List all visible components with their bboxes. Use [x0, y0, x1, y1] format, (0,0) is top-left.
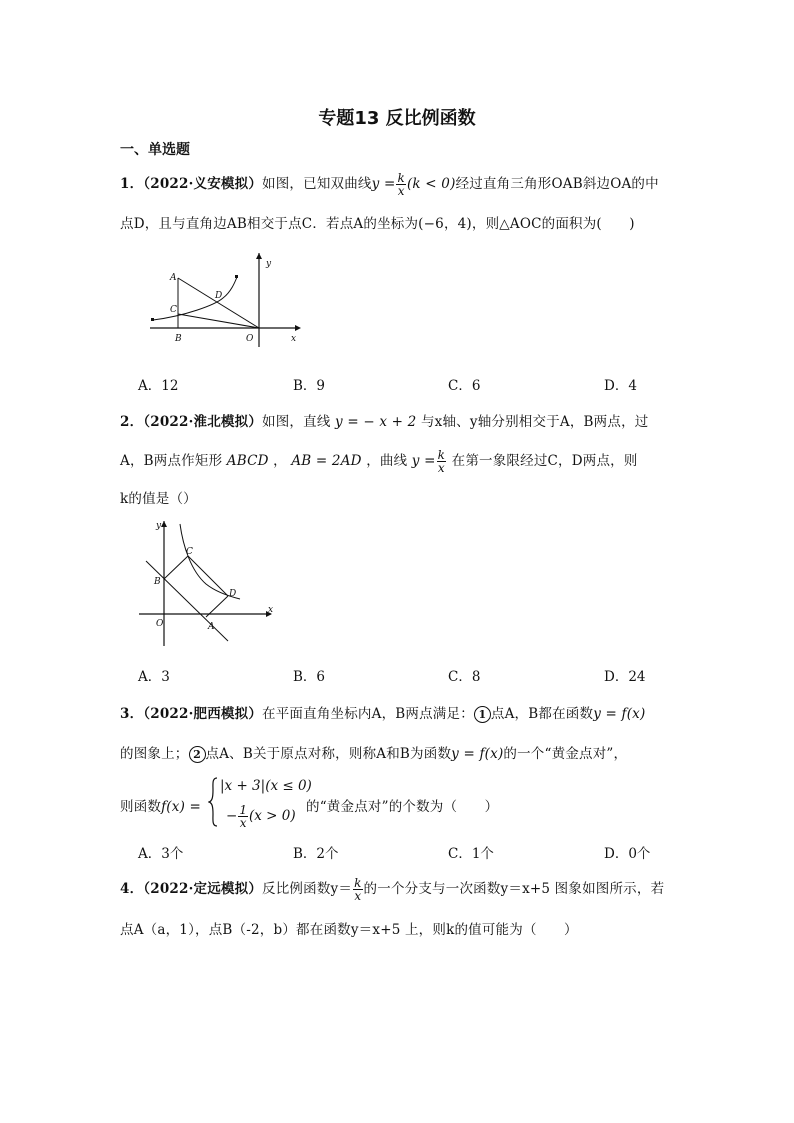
q3-case-2-cond: (x > 0)	[248, 808, 296, 824]
q2-figure	[136, 516, 281, 651]
q1-label-y: y	[266, 259, 272, 269]
q3-option-a[interactable]: A．3个	[138, 846, 184, 862]
q2-line-2	[120, 449, 638, 474]
q2-option-a[interactable]: A．3	[138, 669, 170, 685]
q2-text-2a: A，B两点作矩形	[120, 453, 223, 469]
q4-source: （2022·定远模拟）	[143, 881, 263, 897]
q1-label-a: A	[170, 273, 177, 283]
page-title: 专题13 反比例函数	[318, 108, 476, 129]
q1-hyperbola	[153, 277, 237, 320]
q2-text-2c: 在第一象限经过C，D两点，则	[451, 453, 638, 469]
q2-separator: ，	[273, 453, 287, 469]
q2-option-d[interactable]: D．24	[604, 669, 646, 685]
q3-circled-two: 2	[189, 746, 206, 763]
q1-label-b: B	[175, 334, 182, 344]
q2-number: 2．	[120, 414, 144, 430]
q3-line-1	[120, 702, 645, 723]
q1-label-o: O	[246, 334, 254, 344]
q1-label-x: x	[291, 334, 297, 344]
q1-y-arrow	[256, 253, 262, 259]
q3-text-3a: 则函数	[120, 799, 162, 815]
q2-source: （2022·淮北模拟）	[143, 414, 263, 430]
q1-figure	[145, 250, 305, 350]
q1-x-arrow	[295, 325, 301, 331]
q2-option-c[interactable]: C．8	[448, 669, 481, 685]
q1-formula-lhs: y =	[371, 176, 396, 192]
q1-option-b[interactable]: B．9	[293, 378, 326, 394]
q2-label-d: D	[229, 589, 237, 599]
q1-condition: (k < 0)	[406, 176, 456, 192]
q3-text-1a: 在平面直角坐标内A，B两点满足：	[262, 706, 474, 722]
q2-condition: AB = 2AD	[291, 453, 362, 469]
q3-text-2b: 点A、B关于原点对称，则称A和B为函数	[205, 746, 452, 762]
q1-text-1a: 如图，已知双曲线	[262, 176, 372, 192]
q1-label-d: D	[215, 291, 223, 301]
q3-text-2c: 的一个“黄金点对”，	[503, 746, 628, 762]
q2-fraction: $\frac{k}{x}$	[437, 448, 446, 475]
q2-rect-name: ABCD	[226, 453, 269, 469]
q4-number: 4．	[120, 881, 144, 897]
q3-number: 3．	[120, 706, 144, 722]
q3-circled-one: 1	[474, 706, 491, 723]
q2-curve-lhs: y =	[411, 453, 436, 469]
q4-text-1b: 的一个分支与一次函数y＝x+5 图象如图所示，若	[363, 881, 665, 897]
q2-side-bc	[164, 556, 188, 579]
q3-text-2a: 的图象上；	[120, 746, 189, 762]
q3-function-3: f(x) =	[161, 799, 202, 815]
q1-number: 1．	[120, 176, 144, 192]
q1-option-c[interactable]: C．6	[448, 378, 481, 394]
q2-text-1a: 如图，直线	[262, 414, 331, 430]
q2-label-o: O	[156, 619, 164, 629]
q3-brace	[208, 776, 218, 828]
q1-fraction: $\frac{k}{x}$	[397, 171, 405, 198]
q2-line-ab	[146, 561, 228, 641]
q4-line-1	[120, 877, 664, 902]
q3-line-3a	[120, 795, 201, 815]
q1-curve-end-right	[235, 275, 238, 278]
q1-option-a[interactable]: A．12	[138, 378, 179, 394]
q1-line-2: 点D，且与直角边AB相交于点C．若点A的坐标为(−6，4)，则△AOC的面积为( )	[120, 216, 635, 232]
q2-line-equation: y = − x + 2	[335, 414, 417, 430]
q1-source: （2022·义安模拟）	[143, 176, 263, 192]
q2-label-a: A	[208, 622, 215, 632]
q2-label-c: C	[186, 547, 193, 557]
q3-case-2-fraction: $\frac{1}{x}$	[239, 803, 247, 830]
q2-label-x: x	[268, 605, 274, 615]
q2-side-cd	[188, 556, 228, 596]
q3-option-d[interactable]: D．0个	[604, 846, 651, 862]
q2-y-arrow	[161, 521, 167, 527]
q3-case-2	[226, 804, 296, 829]
q2-hyperbola	[180, 524, 240, 599]
q3-function-1: y = f(x)	[593, 706, 646, 722]
q3-line-2	[120, 742, 627, 763]
q3-option-c[interactable]: C．1个	[448, 846, 494, 862]
q3-text-1b: 点A，B都在函数	[490, 706, 594, 722]
q2-line-3: k的值是（）	[120, 491, 197, 507]
q2-text-1b: 与x轴、y轴分别相交于A，B两点，过	[420, 414, 649, 430]
q3-source: （2022·肥西模拟）	[143, 706, 263, 722]
section-heading: 一、单选题	[120, 142, 190, 158]
q2-label-y: y	[156, 521, 162, 531]
q4-fraction: $\frac{k}{x}$	[354, 876, 362, 903]
q2-line-1	[120, 410, 648, 430]
q3-option-b[interactable]: B．2个	[293, 846, 339, 862]
q1-label-c: C	[170, 305, 177, 315]
q2-option-b[interactable]: B．6	[293, 669, 326, 685]
q3-case-2-neg: −	[226, 808, 238, 824]
q1-text-1b: 经过直角三角形OAB斜边OA的中	[455, 176, 659, 192]
q4-line-2: 点A（a，1），点B（-2，b）都在函数y＝x+5 上，则k的值可能为（ ）	[120, 922, 578, 938]
q1-option-d[interactable]: D．4	[604, 378, 637, 394]
q2-text-2b: ，曲线	[366, 453, 408, 469]
q4-text-1a: 反比例函数y＝	[262, 881, 353, 897]
q2-label-b: B	[154, 577, 161, 587]
q1-line-1	[120, 172, 659, 197]
q3-function-2: y = f(x)	[451, 746, 504, 762]
q3-case-1: |x + 3|(x ≤ 0)	[220, 778, 312, 794]
q1-curve-end-left	[151, 318, 154, 321]
q3-text-3b: 的“黄金点对”的个数为（ ）	[306, 799, 499, 815]
